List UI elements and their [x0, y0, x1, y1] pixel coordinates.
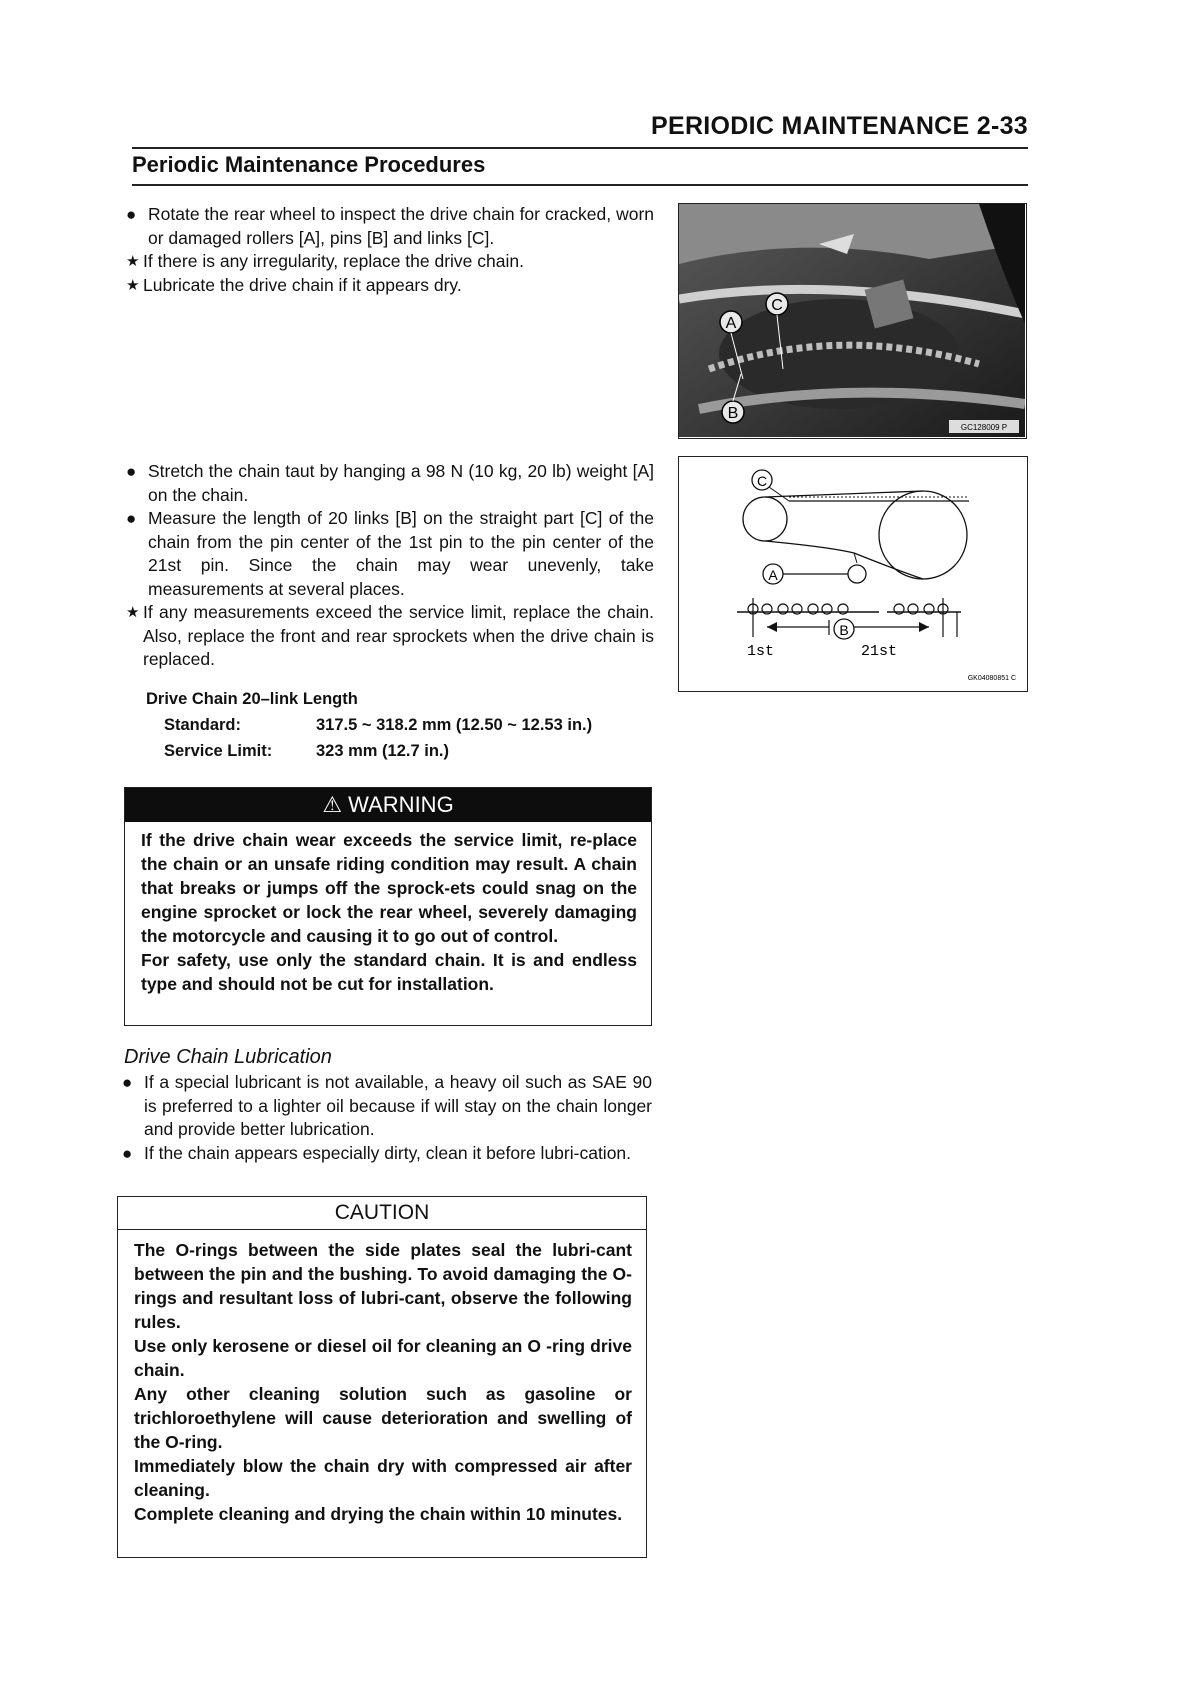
inspection-star-replace: ★ If there is any irregularity, replace the drive chain. [126, 250, 654, 274]
diagram-label-c: C [756, 473, 768, 489]
diagram-label-a: A [768, 567, 778, 583]
photo-label-b: B [727, 405, 739, 422]
caution-paragraph: The O-rings between the side plates seal the lubri-cant between the pin and the bushing. To avoid damaging the O-rings and resultant loss of lubri-cant, observe the following rules. [134, 1240, 632, 1332]
diagram-code: GK04080851 C [967, 675, 1016, 682]
lubrication-bullet-clean: ● If the chain appears especially dirty, clean it before lubri-cation. [122, 1142, 652, 1166]
caution-heading: CAUTION [118, 1197, 646, 1230]
caution-body [118, 1230, 646, 1526]
caution-paragraph: Complete cleaning and drying the chain within 10 minutes. [134, 1504, 623, 1524]
header-rule-bottom [132, 184, 1028, 186]
lubrication-bullet-oil: ● If a special lubricant is not available, a heavy oil such as SAE 90 is preferred to a lighter oil because if will stay on the chain longer and provide better lubrication. [122, 1072, 652, 1139]
diagram-label-b: B [839, 622, 849, 638]
lubrication-title: Drive Chain Lubrication [124, 1046, 332, 1068]
spec-limit-label: Service Limit: [164, 742, 273, 760]
photo-label-a: A [725, 315, 737, 332]
bullet-icon: ● [122, 1143, 133, 1163]
inspection-section [126, 203, 654, 297]
chain-diagram-svg [679, 457, 1026, 690]
bullet-icon: ● [126, 462, 137, 481]
measurement-bullet-measure: ● Measure the length of 20 links [B] on the straight part [C] of the chain from the pin center of the 1st pin to the pin center of the 21st pin. Since the chain may wear unevenly, take measurements at several places. [126, 508, 654, 599]
measurement-section [126, 460, 654, 672]
measurement-bullet-stretch: ● Stretch the chain taut by hanging a 98 N (10 kg, 20 lb) weight [A] on the chain. [126, 461, 654, 505]
photo-code: GC128009 P [960, 423, 1008, 432]
lubrication-section [122, 1071, 652, 1165]
warning-box [124, 787, 652, 1026]
spec-standard-value: 317.5 ~ 318.2 mm (12.50 ~ 12.53 in.) [316, 716, 593, 734]
diagram-last-pin: 21st [861, 643, 898, 660]
spec-limit-row [146, 738, 646, 764]
bullet-icon: ● [126, 509, 137, 528]
chain-photo [678, 203, 1027, 439]
diagram-first-pin: 1st [747, 643, 775, 660]
bullet-icon: ● [122, 1073, 133, 1092]
star-icon: ★ [126, 253, 140, 270]
star-icon: ★ [126, 604, 140, 621]
warning-triangle-icon: ⚠ [322, 792, 343, 817]
bullet-icon: ● [126, 205, 137, 224]
caution-paragraph: Use only kerosene or diesel oil for cleaning an O -ring drive chain. [134, 1336, 632, 1380]
spec-title: Drive Chain 20–link Length [146, 690, 358, 708]
spec-limit-value: 323 mm (12.7 in.) [316, 742, 449, 760]
section-title: Periodic Maintenance Procedures [132, 152, 486, 177]
caution-paragraph: Immediately blow the chain dry with compressed air after cleaning. [134, 1456, 632, 1500]
star-icon: ★ [126, 276, 140, 294]
spec-table [146, 686, 646, 764]
inspection-star-lubricate: ★ Lubricate the drive chain if it appears dry. [126, 274, 654, 298]
warning-paragraph: If the drive chain wear exceeds the service limit, re-place the chain or an unsafe riding condition may result. A chain that breaks or jumps off the sprock-ets could snag on the engine sprocket or lock the rear wheel, severely damaging the motorcycle and causing it to go out of control. [141, 830, 637, 946]
chain-length-diagram [678, 456, 1028, 692]
spec-standard-row [146, 712, 646, 738]
spec-title-row [146, 686, 646, 712]
spec-standard-label: Standard: [164, 716, 242, 734]
measurement-star-replace: ★ If any measurements exceed the service limit, replace the chain. Also, replace the front and rear sprockets when the drive chain is replaced. [126, 602, 654, 669]
inspection-bullet-rotate: ● Rotate the rear wheel to inspect the drive chain for cracked, worn or damaged rollers [A], pins [B] and links [C]. [126, 204, 654, 248]
caution-box [117, 1196, 647, 1558]
photo-label-c: C [771, 297, 783, 314]
header-rule-top [132, 147, 1028, 149]
warning-paragraph: For safety, use only the standard chain. It is and endless type and should not be cut for installation. [141, 950, 637, 994]
caution-paragraph: Any other cleaning solution such as gasoline or trichloroethylene will cause deterioration and swelling of the O-ring. [134, 1384, 632, 1452]
warning-body [125, 822, 651, 996]
page-title: PERIODIC MAINTENANCE 2-33 [651, 112, 1028, 140]
chain-photo-image [679, 204, 1025, 437]
warning-heading: ⚠ WARNING [125, 788, 651, 822]
